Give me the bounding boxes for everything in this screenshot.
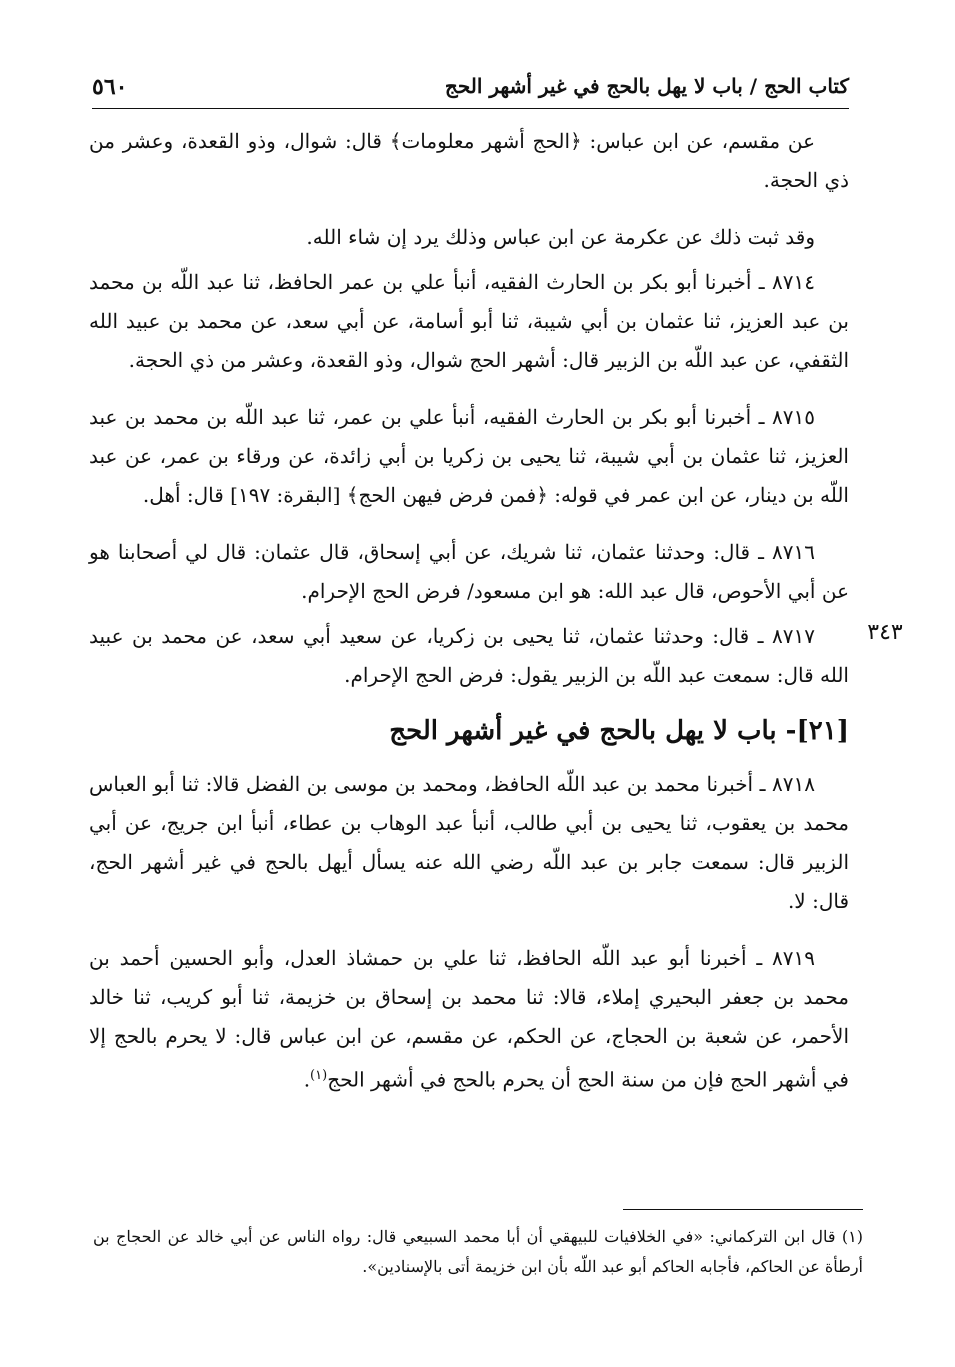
paragraph: عن مقسم، عن ابن عباس: ﴿الحج أشهر معلومات﴾ قال: شوال، وذو القعدة، وعشر من ذي الحجة. <box>89 129 849 192</box>
hadith-8714: ٨٧١٤ ـ أخبرنا أبو بكر بن الحارث الفقيه، أنبأ علي بن عمر الحافظ، ثنا عبد اللّه بن محمد بن عبد العزيز، ثنا عثمان بن أبي شيبة، ثنا أبو أسامة، عن أبي سعد، عن محمد بن عبيد الله الثقفي، عن عبد اللّه بن الزبير قال: أشهر الحج شوال، وذو القعدة، وعشر من ذي الحجة. <box>89 270 849 372</box>
page-number: ٥٦٠ <box>92 74 128 100</box>
page-header <box>92 74 849 109</box>
manuscript-folio-number: ٣٤٣ <box>867 620 903 645</box>
footnote-1: (١) قال ابن التركماني: «في الخلافيات للبيهقي أن أبا محمد السبيعي قال: رواه الناس عن أبي خالد عن الحجاج بن أرطأة عن الحاكم، فأجابه الحاكم أبو عبد اللّه بأن ابن خزيمة أتى بالإسنادين». <box>93 1227 863 1276</box>
hadith-8719-text: ٨٧١٩ ـ أخبرنا أبو عبد اللّه الحافظ، ثنا علي بن حمشاذ العدل، وأبو الحسين أحمد بن محمد بن جعفر البحيري إملاء، قالا: ثنا محمد بن إسحاق بن خزيمة، ثنا أبو كريب، ثنا خالد الأحمر، عن شعبة بن الحجاج، عن الحكم، عن مقسم، عن ابن عباس قال: لا يحرم بالحج إلا في أشهر الحج فإن من سنة الحج أن يحرم بالحج في أشهر الحج <box>89 946 849 1092</box>
chapter-heading: [٢١]- باب لا يهل بالحج في غير أشهر الحج <box>389 716 849 746</box>
footnote-separator <box>623 1209 863 1210</box>
body-text <box>89 122 849 1106</box>
hadith-8719 <box>89 939 849 1100</box>
running-title: كتاب الحج / باب لا يهل بالحج في غير أشهر الحج <box>435 74 849 98</box>
paragraph: وقد ثبت ذلك عن عكرمة عن ابن عباس وذلك يرد إن شاء الله. <box>306 225 815 249</box>
footnote-reference[interactable]: (١) <box>310 1068 328 1083</box>
hadith-8719-end: . <box>303 1067 311 1092</box>
hadith-8715: ٨٧١٥ ـ أخبرنا أبو بكر بن الحارث الفقيه، أنبأ علي بن عمر، ثنا عبد اللّه بن محمد بن عبد العزيز، ثنا عثمان بن أبي شيبة، ثنا يحيى بن زكريا بن أبي زائدة، عن ورقاء بن عمر، عن عبد اللّه بن دينار، عن ابن عمر في قوله: ﴿فمن فرض فيهن الحج﴾ [البقرة: ١٩٧] قال: أهل. <box>89 405 849 507</box>
hadith-8716: ٨٧١٦ ـ قال: وحدثنا عثمان، ثنا شريك، عن أبي إسحاق، قال عثمان: قال لي أصحابنا هو عن أبي الأحوص، قال عبد الله: هو ابن مسعود/ فرض الحج الإحرام. <box>89 540 849 603</box>
hadith-8718: ٨٧١٨ ـ أخبرنا محمد بن عبد اللّه الحافظ، ومحمد بن موسى بن الفضل قالا: ثنا أبو العباس محمد بن يعقوب، ثنا يحيى بن أبي طالب، أنبأ عبد الوهاب بن عطاء، أنبأ ابن جريج، عن أبي الزبير قال: سمعت جابر بن عبد اللّه رضي الله عنه يسأل أيهل بالحج في غير أشهر الحج، قال: لا. <box>89 772 849 913</box>
footnotes <box>93 1222 863 1288</box>
hadith-8717: ٨٧١٧ ـ قال: وحدثنا عثمان، ثنا يحيى بن زكريا، عن سعيد أبي سعد، عن محمد بن عبيد الله قال: سمعت عبد اللّه بن الزبير يقول: فرض الحج الإحرام. <box>89 624 849 687</box>
